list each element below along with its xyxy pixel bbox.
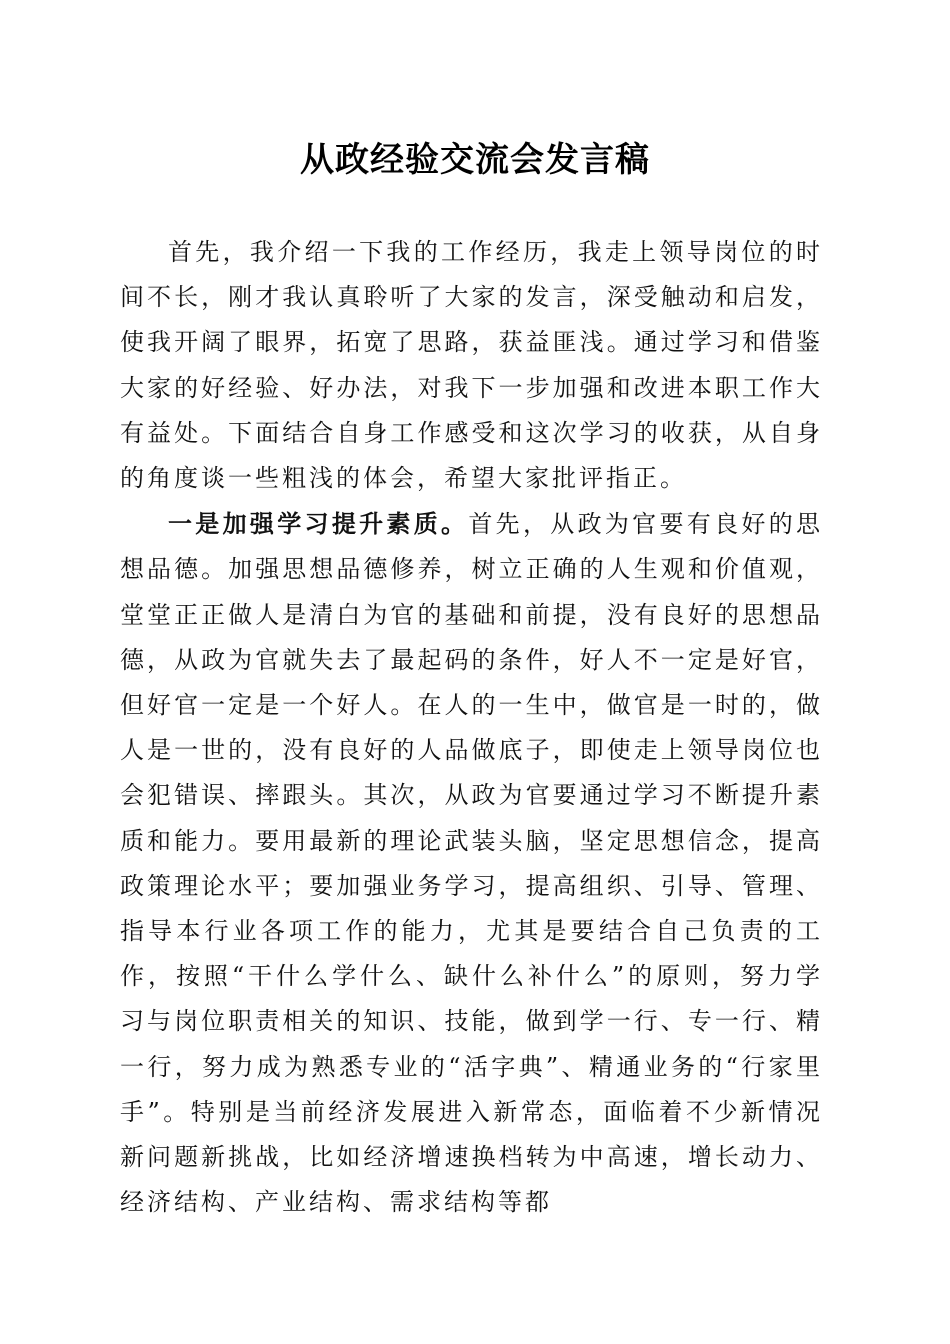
document-body <box>120 230 823 1225</box>
paragraph-text: 首先，我介绍一下我的工作经历，我走上领导岗位的时间不长，刚才我认真聆听了大家的发言，深受触动和启发，使我开阔了眼界，拓宽了思路，获益匪浅。通过学习和借鉴大家的好经验、好办法，对我下一步加强和改进本职工作大有益处。下面结合自身工作感受和这次学习的收获，从自身的角度谈一些粗浅的体会，希望大家批评指正。 <box>120 238 823 493</box>
paragraph-intro <box>120 230 823 501</box>
document-title: 从政经验交流会发言稿 <box>300 140 650 180</box>
paragraph-lead-heading: 一是加强学习提升素质。 <box>168 509 469 539</box>
paragraph-point-one <box>120 501 823 1225</box>
paragraph-text: 首先，从政为官要有良好的思想品德。加强思想品德修养，树立正确的人生观和价值观，堂堂正正做人是清白为官的基础和前提，没有良好的思想品德，从政为官就失去了最起码的条件，好人不一定是好官，但好官一定是一个好人。在人的一生中，做官是一时的，做人是一世的，没有良好的人品做底子，即使走上领导岗位也会犯错误、摔跟头。其次，从政为官要通过学习不断提升素质和能力。要用最新的理论武装头脑，坚定思想信念，提高政策理论水平；要加强业务学习，提高组织、引导、管理、指导本行业各项工作的能力，尤其是要结合自己负责的工作，按照“干什么学什么、缺什么补什么”的原则，努力学习与岗位职责相关的知识、技能，做到学一行、专一行、精一行，努力成为熟悉专业的“活字典”、精通业务的“行家里手”。特别是当前经济发展进入新常态，面临着不少新情况新问题新挑战，比如经济增速换档转为中高速，增长动力、经济结构、产业结构、需求结构等都 <box>120 510 824 1217</box>
